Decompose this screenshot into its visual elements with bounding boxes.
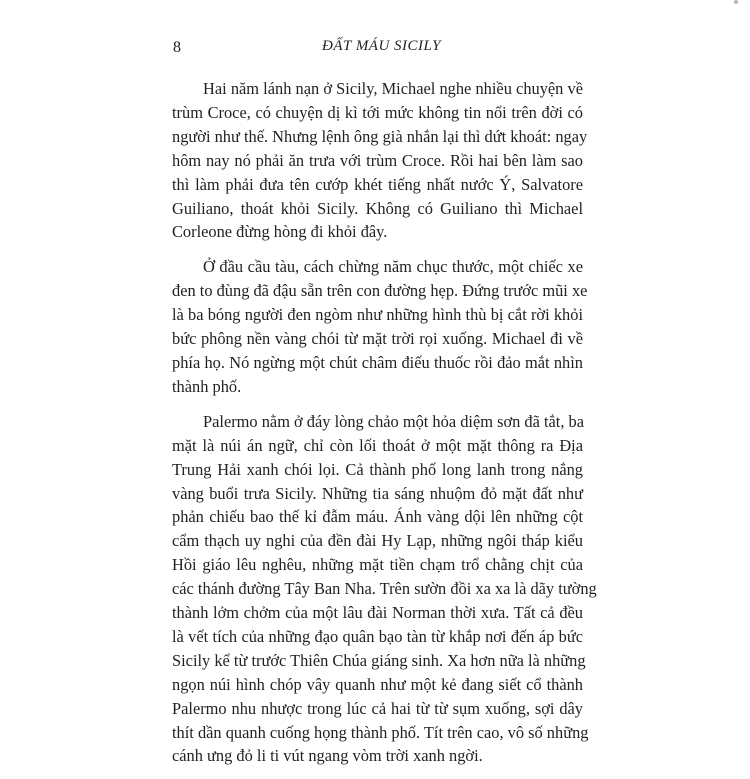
text-line: là ba bóng người đen ngòm như những hình thù bị cắt rời khỏi — [172, 305, 583, 325]
text-line: Ở đầu cầu tàu, cách chừng năm chục thước, một chiếc xe — [203, 257, 583, 277]
paragraph-2 — [172, 255, 588, 398]
text-line: phía họ. Nó ngừng một chút châm điếu thuốc rồi đảo mắt nhìn — [172, 352, 583, 372]
text-line: Palermo nằm ở đáy lòng chảo một hỏa diệm sơn đã tắt, ba — [203, 411, 585, 431]
text-line: trùm Croce, có chuyện dị kì tới mức không tin nổi trên đời có — [172, 102, 583, 122]
text-line: các thánh đường Tây Ban Nha. Trên sườn đồi xa xa là dãy tường — [172, 579, 597, 599]
text-line: thì làm phải đưa tên cướp khét tiếng nhất nước Ý, Salvatore — [172, 174, 583, 194]
text-line: cẩm thạch uy nghi của đền đài Hy Lạp, những ngôi tháp kiểu — [172, 531, 583, 551]
paragraph-3 — [172, 410, 597, 769]
text-line: Corleone đừng hòng đi khỏi đây. — [172, 222, 388, 242]
text-line: cánh ưng đỏ li ti vút ngang vòm trời xanh ngời. — [172, 746, 483, 766]
text-line: thít dần quanh cuống họng thành phố. Tít trên cao, vô số những — [172, 722, 589, 742]
running-title: ĐẤT MÁU SICILY — [322, 38, 441, 54]
text-line: vàng buổi trưa Sicily. Những tia sáng nhuộm đỏ mặt đất như — [172, 483, 583, 503]
paragraph-1 — [172, 77, 588, 244]
text-line: Palermo nhu nhược trong lúc cả hai từ từ sụm xuống, sợi dây — [172, 698, 583, 718]
text-line: Hai năm lánh nạn ở Sicily, Michael nghe nhiều chuyện về — [203, 79, 583, 98]
text-line: ngọn núi hình chóp vây quanh như một kẻ đang siết cổ thành — [172, 674, 583, 694]
text-line: thành phố. — [172, 376, 242, 396]
scan-speck — [734, 0, 738, 4]
text-line: Trung Hải xanh chói lọi. Cả thành phố long lanh trong nắng — [172, 459, 583, 479]
text-line: Guiliano, thoát khỏi Sicily. Không có Guiliano thì Michael — [172, 198, 583, 218]
text-line: thành lởm chởm của một lâu đài Norman thời xưa. Tất cả đều — [172, 603, 583, 623]
text-line: phản chiếu bao thế kỉ đẫm máu. Ánh vàng dội lên những cột — [172, 507, 583, 527]
body-text — [172, 77, 597, 779]
text-line: bức phông nền vàng chói từ mặt trời rọi xuống. Michael đi về — [172, 329, 583, 349]
text-line: mặt là núi án ngữ, chỉ còn lối thoát ở một mặt thông ra Địa — [172, 435, 583, 455]
text-line: hôm nay nó phải ăn trưa với trùm Croce. Rồi hai bên làm sao — [172, 150, 583, 170]
text-line: Hồi giáo lêu nghêu, những mặt tiền chạm trổ chằng chịt của — [172, 555, 583, 575]
page-number: 8 — [173, 39, 181, 56]
text-line: Sicily kể từ trước Thiên Chúa giáng sinh. Xa hơn nữa là những — [172, 650, 586, 670]
text-line: đen to đùng đã đậu sẵn trên con đường hẹp. Đứng trước mũi xe — [172, 281, 588, 301]
text-line: là vết tích của những đạo quân bạo tàn từ khắp nơi đến áp bức — [172, 626, 583, 646]
text-line: người như thế. Nhưng lệnh ông già nhắn lại thì dứt khoát: ngay — [172, 126, 588, 146]
